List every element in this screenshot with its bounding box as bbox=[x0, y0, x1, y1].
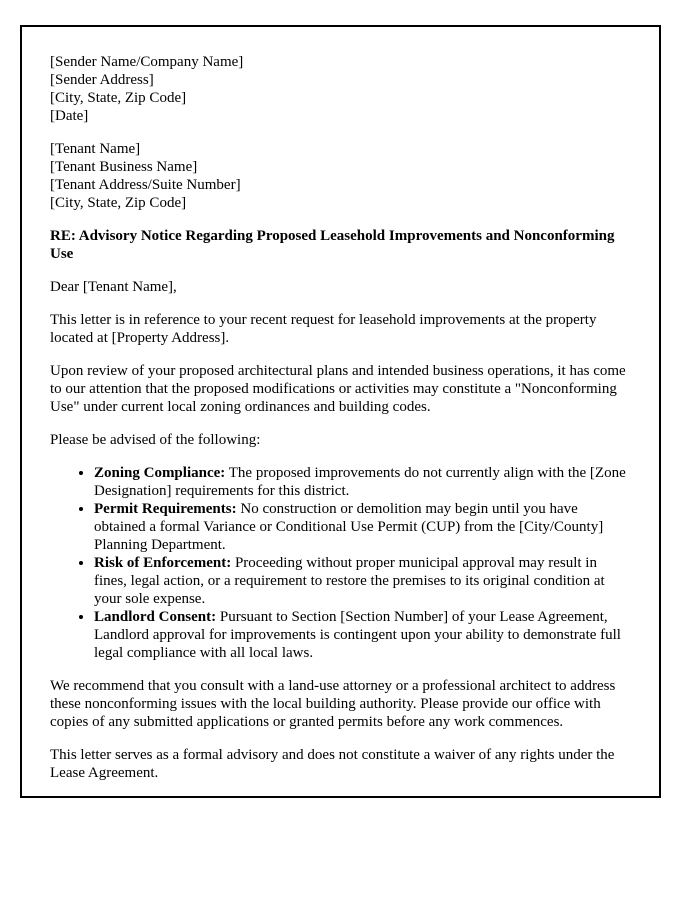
tenant-name-line: [Tenant Name] bbox=[50, 141, 141, 157]
list-item-permit-requirements bbox=[94, 500, 631, 554]
bullet-text: Proceeding without proper municipal approval may result in fines, legal action, or a requirement to restore the premises to its original condition at your sole expense. bbox=[94, 555, 605, 607]
salutation: Dear [Tenant Name], bbox=[50, 279, 177, 295]
bullet-label: Permit Requirements: bbox=[94, 501, 237, 517]
recipient-block bbox=[50, 140, 631, 212]
list-item-landlord-consent bbox=[94, 608, 631, 662]
bullet-text: No construction or demolition may begin until you have obtained a formal Variance or Conditional Use Permit (CUP) from the [City/County] Planning Department. bbox=[94, 501, 604, 553]
advisory-list bbox=[50, 464, 631, 662]
bullet-label: Landlord Consent: bbox=[94, 609, 217, 625]
tenant-address-line: [Tenant Address/Suite Number] bbox=[50, 177, 241, 193]
list-item-zoning-compliance bbox=[94, 464, 631, 500]
bullet-label: Risk of Enforcement: bbox=[94, 555, 232, 571]
letter-container bbox=[20, 25, 661, 798]
bullet-text: Pursuant to Section [Section Number] of your Lease Agreement, Landlord approval for improvements is contingent upon your ability to demonstrate full legal compliance with all local laws. bbox=[94, 609, 621, 661]
sender-city-line: [City, State, Zip Code] bbox=[50, 90, 187, 106]
paragraph-recommendation: We recommend that you consult with a land-use attorney or a professional architect to address these nonconforming issues with the local building authority. Please provide our office with copies of any submitted applications or granted permits before any work commences. bbox=[50, 678, 616, 730]
tenant-business-line: [Tenant Business Name] bbox=[50, 159, 198, 175]
advisory-intro: Please be advised of the following: bbox=[50, 432, 261, 448]
paragraph-formal-advisory: This letter serves as a formal advisory and does not constitute a waiver of any rights under the Lease Agreement. bbox=[50, 747, 615, 781]
bullet-label: Zoning Compliance: bbox=[94, 465, 226, 481]
sender-block bbox=[50, 53, 631, 125]
paragraph-reference: This letter is in reference to your recent request for leasehold improvements at the property located at [Property Address]. bbox=[50, 312, 597, 346]
bullet-text: The proposed improvements do not currently align with the [Zone Designation] requirements for this district. bbox=[94, 465, 626, 499]
tenant-city-line: [City, State, Zip Code] bbox=[50, 195, 187, 211]
paragraph-review: Upon review of your proposed architectural plans and intended business operations, it has come to our attention that the proposed modifications or activities may constitute a "Nonconforming Use" under current local zoning ordinances and building codes. bbox=[50, 363, 626, 415]
subject-line: RE: Advisory Notice Regarding Proposed Leasehold Improvements and Nonconforming Use bbox=[50, 228, 615, 262]
list-item-risk-of-enforcement bbox=[94, 554, 631, 608]
sender-name-line: [Sender Name/Company Name] bbox=[50, 54, 244, 70]
sender-address-line: [Sender Address] bbox=[50, 72, 154, 88]
date-line: [Date] bbox=[50, 108, 89, 124]
